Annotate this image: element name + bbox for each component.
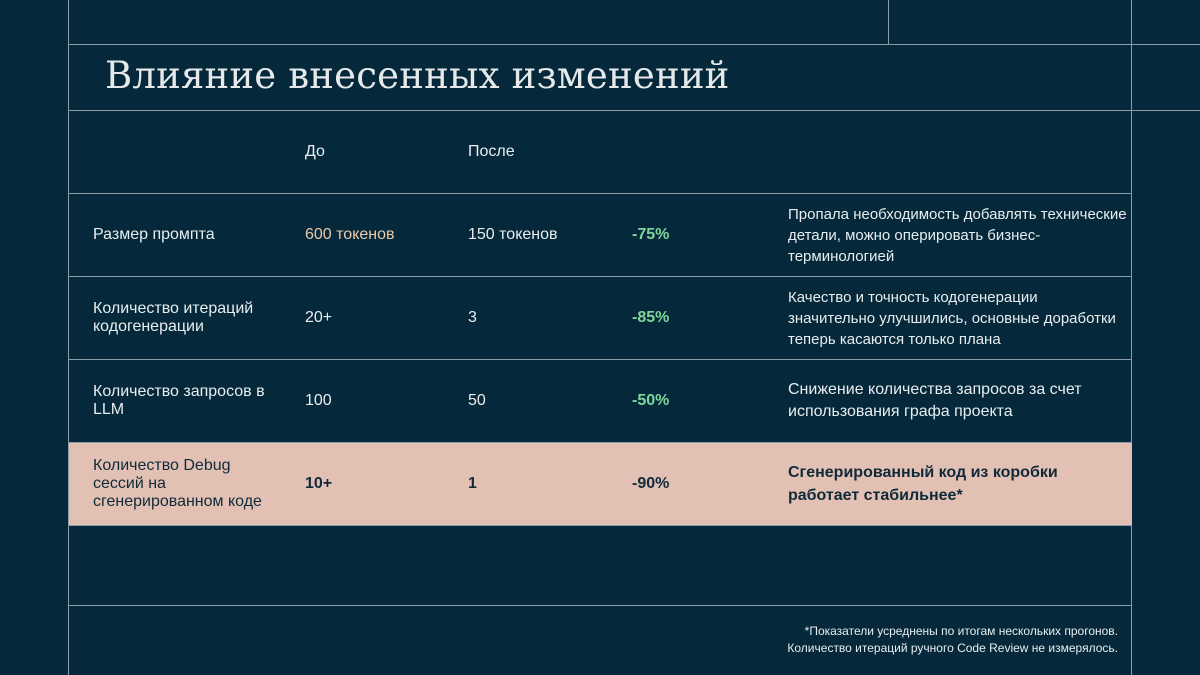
footnote	[787, 623, 1118, 657]
top-block-divider	[888, 0, 889, 44]
before-value: 10+	[305, 475, 333, 492]
before-value: 100	[305, 392, 332, 409]
change-percent: -50%	[632, 392, 670, 409]
column-header-before: До	[305, 143, 325, 160]
footnote-line-1: *Показатели усреднены по итогам нескольких прогонов.	[804, 624, 1118, 638]
comment-text: Сгенерированный код из коробки работает стабильнее*	[788, 464, 1058, 504]
row4-bottom-line	[68, 525, 1132, 526]
footnote-line-2: Количество итераций ручного Code Review не измерялось.	[787, 641, 1118, 655]
comment-text: Качество и точность кодогенерации значительно улучшились, основные доработки теперь касаются только плана	[788, 288, 1116, 348]
column-header-after: После	[468, 143, 515, 160]
comment-text: Снижение количества запросов за счет использования графа проекта	[788, 381, 1082, 420]
table-row-llm-requests	[69, 360, 1132, 442]
metric-label: Количество Debug сессий на сгенерированном коде	[93, 457, 262, 510]
after-value: 150 токенов	[468, 226, 558, 243]
after-value: 3	[468, 309, 477, 326]
after-value: 50	[468, 392, 486, 409]
before-value: 600 токенов	[305, 226, 395, 243]
metric-label: Количество запросов в LLM	[93, 383, 265, 418]
table-row-debug-sessions	[69, 443, 1132, 525]
slide-title: Влияние внесенных изменений	[105, 54, 730, 97]
change-percent: -75%	[632, 226, 670, 243]
table-header-row	[69, 111, 1132, 193]
metric-label: Количество итераций кодогенерации	[93, 300, 254, 335]
table-row-prompt-size	[69, 194, 1132, 276]
footer-top-line	[68, 605, 1132, 606]
after-value: 1	[468, 475, 477, 492]
table-row-codegen-iterations	[69, 277, 1132, 359]
metric-label: Размер промпта	[93, 226, 215, 243]
comment-text: Пропала необходимость добавлять технические детали, можно оперировать бизнес-терминологией	[788, 205, 1127, 265]
change-percent: -85%	[632, 309, 670, 326]
title-top-line	[68, 44, 1200, 45]
change-percent: -90%	[632, 475, 670, 492]
before-value: 20+	[305, 309, 333, 326]
